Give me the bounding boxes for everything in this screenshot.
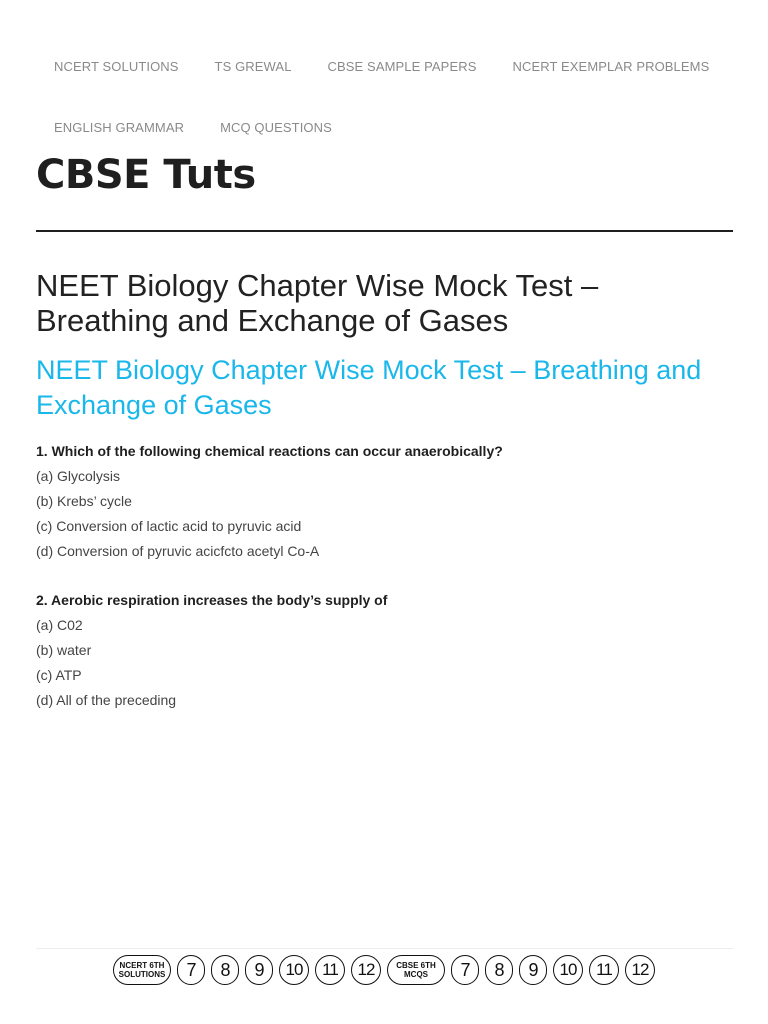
cbse-class-11-link[interactable]: 11 xyxy=(589,955,619,985)
question-option: (a) Glycolysis xyxy=(36,468,121,484)
question-option: (b) water xyxy=(36,642,92,658)
nav-row-secondary xyxy=(36,120,350,135)
site-title[interactable]: CBSE Tuts xyxy=(36,152,256,198)
footer-divider xyxy=(36,948,733,949)
nav-link-ncert-exemplar-problems[interactable]: NCERT EXEMPLAR PROBLEMS xyxy=(512,59,710,74)
cbse-class-10-link[interactable]: 10 xyxy=(553,955,583,985)
ncert-class-12-link[interactable]: 12 xyxy=(351,955,381,985)
nav-link-cbse-sample-papers[interactable]: CBSE SAMPLE PAPERS xyxy=(327,59,477,74)
nav-link-english-grammar[interactable]: ENGLISH GRAMMAR xyxy=(54,120,185,135)
class-links-bar xyxy=(0,952,768,988)
question-option: (d) Conversion of pyruvic acicfcto acetyl Co-A xyxy=(36,543,320,559)
nav-link-ncert-solutions[interactable]: NCERT SOLUTIONS xyxy=(54,59,179,74)
cbse-mcqs-badge[interactable] xyxy=(387,955,445,985)
question-1 xyxy=(36,439,726,564)
badge-line: CBSE 6TH xyxy=(396,961,436,970)
cbse-class-8-link[interactable]: 8 xyxy=(485,955,513,985)
cbse-class-12-link[interactable]: 12 xyxy=(625,955,655,985)
question-2 xyxy=(36,588,726,713)
nav-link-mcq-questions[interactable]: MCQ QUESTIONS xyxy=(220,120,332,135)
ncert-solutions-badge[interactable] xyxy=(113,955,171,985)
ncert-class-11-link[interactable]: 11 xyxy=(315,955,345,985)
nav-row-primary xyxy=(36,59,727,74)
question-option: (c) ATP xyxy=(36,667,82,683)
post-title: NEET Biology Chapter Wise Mock Test – Breathing and Exchange of Gases xyxy=(36,268,599,338)
question-text: 2. Aerobic respiration increases the body’s supply of xyxy=(36,592,388,608)
question-option: (d) All of the preceding xyxy=(36,692,177,708)
cbse-class-7-link[interactable]: 7 xyxy=(451,955,479,985)
post-subtitle: NEET Biology Chapter Wise Mock Test – Breathing and Exchange of Gases xyxy=(36,355,702,420)
badge-line: SOLUTIONS xyxy=(118,970,166,979)
ncert-class-9-link[interactable]: 9 xyxy=(245,955,273,985)
question-option: (a) C02 xyxy=(36,617,83,633)
badge-line: NCERT 6TH xyxy=(119,961,165,970)
cbse-class-9-link[interactable]: 9 xyxy=(519,955,547,985)
question-option: (c) Conversion of lactic acid to pyruvic acid xyxy=(36,518,302,534)
header-divider xyxy=(36,230,733,232)
badge-line: MCQS xyxy=(404,970,428,979)
ncert-class-10-link[interactable]: 10 xyxy=(279,955,309,985)
question-option: (b) Krebs’ cycle xyxy=(36,493,132,509)
nav-link-ts-grewal[interactable]: TS GREWAL xyxy=(214,59,292,74)
ncert-class-8-link[interactable]: 8 xyxy=(211,955,239,985)
ncert-class-7-link[interactable]: 7 xyxy=(177,955,205,985)
question-text: 1. Which of the following chemical reactions can occur anaerobically? xyxy=(36,443,503,459)
